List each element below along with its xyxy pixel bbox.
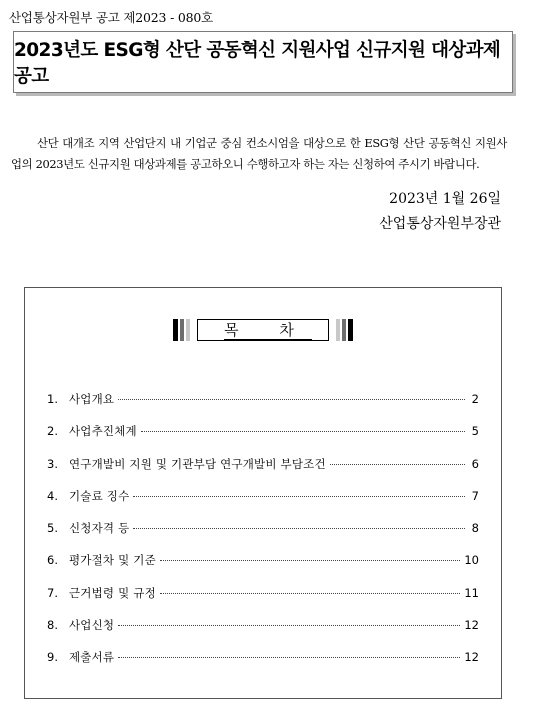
toc-item-number: 7. — [47, 585, 58, 600]
toc-item-number: 6. — [47, 553, 58, 568]
dot-leader — [118, 625, 460, 626]
dot-leader — [133, 528, 465, 529]
toc-item[interactable] — [47, 585, 479, 617]
toc-item-number: 8. — [47, 618, 58, 633]
dot-leader — [330, 464, 465, 465]
toc-item[interactable] — [47, 649, 479, 681]
toc-item-label: 사업개요 — [69, 392, 115, 406]
decorative-bar — [342, 319, 346, 341]
toc-item-number: 4. — [47, 488, 58, 503]
toc-item[interactable] — [47, 617, 479, 649]
dot-leader — [141, 431, 465, 432]
dot-leader — [133, 496, 465, 497]
toc-item-number: 1. — [47, 392, 58, 406]
toc-item-label: 근거법령 및 규정 — [69, 585, 156, 600]
toc-item-page: 11 — [464, 585, 479, 600]
notice-number: 산업통상자원부 공고 제2023 - 080호 — [9, 10, 214, 25]
toc-item-page: 5 — [471, 424, 479, 439]
toc-item-number: 5. — [47, 521, 58, 536]
toc-item[interactable] — [47, 552, 479, 584]
dot-leader — [160, 593, 460, 594]
toc-list — [47, 391, 479, 682]
toc-item-number: 3. — [47, 456, 58, 471]
toc-item-number: 9. — [47, 650, 58, 665]
toc-title-box — [197, 319, 329, 341]
toc-item-page: 12 — [464, 650, 479, 665]
decorative-bar — [186, 319, 190, 341]
toc-item[interactable] — [47, 456, 479, 488]
toc-item-page: 2 — [471, 392, 479, 406]
toc-title: 목 차 — [224, 321, 312, 339]
table-of-contents — [24, 287, 502, 699]
title-box — [13, 31, 513, 93]
decorative-bar — [348, 319, 353, 341]
document-title: 2023년도 ESG형 산단 공동혁신 지원사업 신규지원 대상과제 공고 — [14, 40, 501, 87]
intro-paragraph: 산단 대개조 지역 산업단지 내 기업군 중심 컨소시엄을 대상으로 한 ESG형 산단 공동혁신 지원사업의 2023년도 신규지원 대상과제를 공고하오니 수행하고자 하는 자는 신청하여 주시기 바랍니다. — [11, 136, 507, 172]
toc-item[interactable] — [47, 488, 479, 520]
toc-item-label: 평가절차 및 기준 — [69, 553, 156, 568]
toc-item-label: 사업추진체계 — [69, 424, 137, 439]
toc-item-label: 사업신청 — [69, 618, 115, 633]
toc-item[interactable] — [47, 423, 479, 455]
toc-item[interactable] — [47, 391, 479, 423]
dot-leader — [118, 657, 460, 658]
toc-item-label: 기술료 징수 — [69, 488, 130, 503]
toc-item-page: 6 — [471, 456, 479, 471]
toc-item-page: 8 — [471, 521, 479, 536]
issue-date: 2023년 1월 26일 — [389, 191, 501, 207]
dot-leader — [160, 560, 460, 561]
issuer: 산업통상자원부장관 — [379, 216, 501, 232]
toc-item-page: 7 — [471, 488, 479, 503]
decorative-bar — [180, 319, 184, 341]
toc-heading — [25, 319, 501, 341]
toc-item[interactable] — [47, 520, 479, 552]
toc-item-number: 2. — [47, 424, 58, 439]
toc-item-label: 제출서류 — [69, 650, 115, 665]
decorative-bar — [173, 319, 178, 341]
toc-item-page: 12 — [464, 618, 479, 633]
toc-item-label: 신청자격 등 — [69, 521, 130, 536]
decorative-bar — [336, 319, 340, 341]
toc-item-label: 연구개발비 지원 및 기관부담 연구개발비 부담조건 — [69, 456, 326, 471]
toc-item-page: 10 — [464, 553, 479, 568]
dot-leader — [118, 399, 465, 400]
